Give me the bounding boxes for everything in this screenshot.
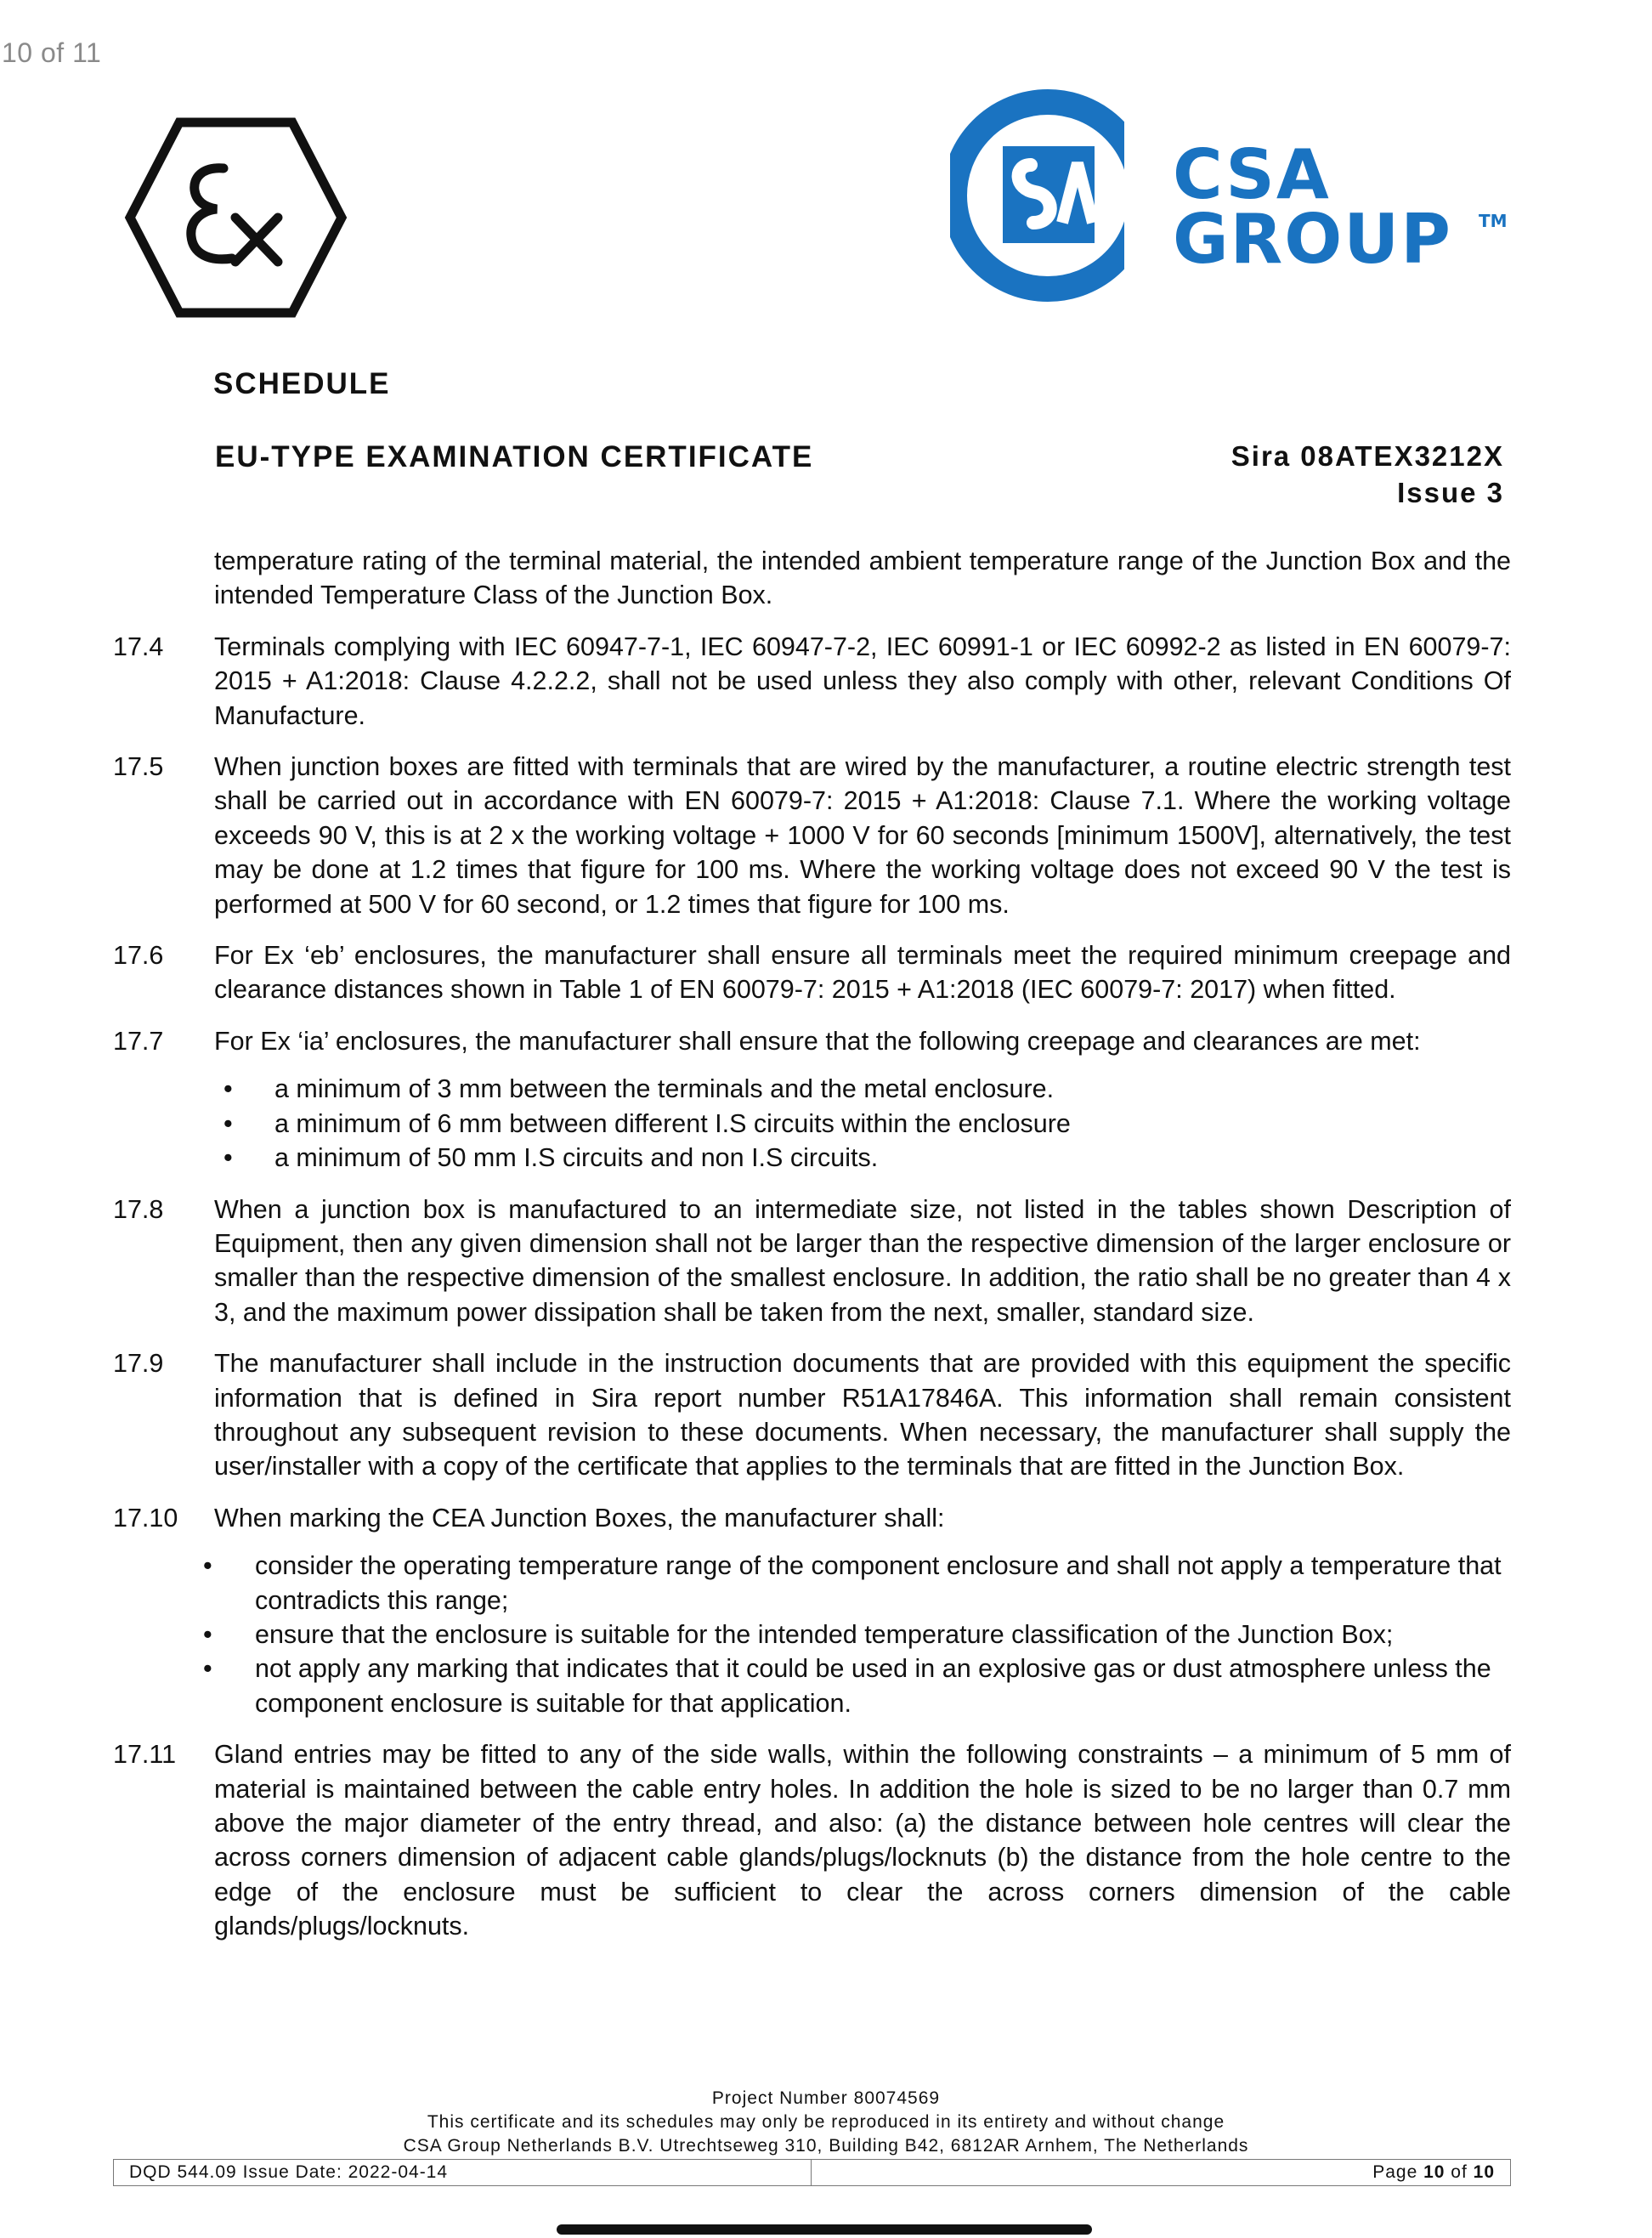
reproduction-notice: This certificate and its schedules may only be reproduced in its entirety and without change bbox=[427, 2112, 1225, 2132]
condition-number: 17.8 bbox=[113, 1194, 164, 1224]
list-item: • consider the operating temperature range of the component enclosure and shall not apply a temperature that contradicts this range; bbox=[203, 1551, 1502, 1615]
page-counter: 10 of 11 bbox=[2, 37, 102, 68]
project-number: Project Number 80074569 bbox=[711, 2088, 941, 2108]
creepage-bullet-list bbox=[113, 1072, 1511, 1175]
condition-17-10 bbox=[113, 1501, 1511, 1535]
condition-17-5 bbox=[113, 750, 1511, 921]
dqd-issue-date: DQD 544.09 Issue Date: 2022-04-14 bbox=[129, 2162, 449, 2182]
condition-17-11 bbox=[113, 1737, 1511, 1943]
company-address: CSA Group Netherlands B.V. Utrechtseweg 310, Building B42, 6812AR Arnhem, The Netherlands bbox=[403, 2136, 1249, 2156]
footer-info-bar bbox=[113, 2159, 1511, 2186]
csa-wordmark-line2: GROUP bbox=[1173, 200, 1452, 279]
condition-number: 17.9 bbox=[113, 1349, 164, 1379]
condition-text: The manufacturer shall include in the instruction documents that are provided with this equipment the specific information that is defined in Sira report number R51A17846A. This information shall remain consistent throughout any subsequent revision to these documents. When necessary, the manufacturer shall supply the user/installer with a copy of the certificate that applies to the terminals that are fitted in the Junction Box. bbox=[214, 1349, 1511, 1482]
page-footer bbox=[0, 2087, 1652, 2158]
condition-text: When marking the CEA Junction Boxes, the manufacturer shall: bbox=[214, 1503, 945, 1533]
ex-logo bbox=[123, 117, 348, 318]
condition-number: 17.11 bbox=[113, 1740, 177, 1770]
condition-text: For Ex ‘ia’ enclosures, the manufacturer shall ensure that the following creepage and clearances are met: bbox=[214, 1026, 1421, 1056]
condition-text: For Ex ‘eb’ enclosures, the manufacturer shall ensure all terminals meet the required minimum creepage and clearance distances shown in Table 1 of EN 60079-7: 2015 + A1:2018 (IEC 60079-7: 2017) when fitted. bbox=[214, 941, 1511, 1005]
condition-number: 17.6 bbox=[113, 941, 164, 971]
page-number: Page 10 of 10 bbox=[1372, 2162, 1495, 2182]
trademark-symbol: TM bbox=[1479, 211, 1508, 231]
list-item: • ensure that the enclosure is suitable for the intended temperature classification of the Junction Box; bbox=[203, 1619, 1394, 1649]
issue-number: Issue 3 bbox=[1397, 477, 1504, 508]
list-item: • a minimum of 6 mm between different I.S circuits within the enclosure bbox=[223, 1108, 1071, 1138]
condition-text: When junction boxes are fitted with terminals that are wired by the manufacturer, a routine electric strength test shall be carried out in accordance with EN 60079-7: 2015 + A1:2018: Clause 7.1. Where the working voltage exceeds 90 V, this is at 2 x the working voltage + 1000 V for 60 seconds [minimum 1500V], alternatively, the test may be done at 1.2 times that figure for 100 ms. Where the working voltage does not exceed 90 V the test is performed at 500 V for 60 second, or 1.2 times that figure for 100 ms. bbox=[214, 752, 1511, 919]
certificate-title: EU-TYPE EXAMINATION CERTIFICATE bbox=[215, 440, 814, 473]
condition-text: Gland entries may be fitted to any of the side walls, within the following constraints – a minimum of 5 mm of material is maintained between the cable entry holes. In addition the hole is sized to be no larger than 0.7 mm above the major diameter of the entry thread, and also: (a) the distance between hole centres will clear the across corners dimension of adjacent cable glands/plugs/locknuts (b) the distance from the hole centre to the edge of the enclosure must be sufficient to clear the across corners dimension of the cable glands/plugs/locknuts. bbox=[214, 1740, 1511, 1941]
footer-divider bbox=[811, 2160, 812, 2185]
condition-17-7 bbox=[113, 1024, 1511, 1058]
condition-text: When a junction box is manufactured to an intermediate size, not listed in the tables shown Description of Equipment, then any given dimension shall not be larger than the respective dimension of the larger enclosure or smaller than the respective dimension of the smallest enclosure. In addition, the ratio shall be no greater than 4 x 3, and the maximum power dissipation shall be taken from the next, smaller, standard size. bbox=[214, 1194, 1511, 1327]
condition-text: Terminals complying with IEC 60947-7-1, IEC 60947-7-2, IEC 60991-1 or IEC 60992-2 as listed in EN 60079-7: 2015 + A1:2018: Clause 4.2.2.2, shall not be used unless they also comply with other, relevant Conditions Of Manufacture. bbox=[214, 632, 1511, 730]
conditions-body bbox=[113, 544, 1511, 1961]
condition-17-8 bbox=[113, 1193, 1511, 1330]
condition-17-6 bbox=[113, 938, 1511, 1007]
condition-17-4 bbox=[113, 630, 1511, 733]
list-item: • a minimum of 3 mm between the terminals and the metal enclosure. bbox=[223, 1074, 1055, 1104]
list-item: • not apply any marking that indicates that it could be used in an explosive gas or dust atmosphere unless the component enclosure is suitable for that application. bbox=[203, 1654, 1491, 1718]
list-item: • a minimum of 50 mm I.S circuits and non I.S circuits. bbox=[223, 1143, 879, 1173]
schedule-heading: SCHEDULE bbox=[213, 367, 391, 400]
csa-wordmark-line1: CSA bbox=[1173, 135, 1331, 214]
condition-number: 17.7 bbox=[113, 1026, 164, 1056]
condition-number: 17.5 bbox=[113, 752, 164, 782]
condition-number: 17.4 bbox=[113, 632, 164, 661]
condition-17-9 bbox=[113, 1346, 1511, 1484]
condition-number: 17.10 bbox=[113, 1503, 178, 1533]
continuation-paragraph: temperature rating of the terminal material, the intended ambient temperature range of the Junction Box and the intended Temperature Class of the Junction Box. bbox=[214, 547, 1511, 610]
certificate-number: Sira 08ATEX3212X bbox=[1231, 440, 1504, 472]
marking-bullet-list bbox=[113, 1549, 1511, 1720]
home-indicator[interactable] bbox=[557, 2224, 1092, 2235]
csa-group-wordmark bbox=[1173, 135, 1452, 279]
